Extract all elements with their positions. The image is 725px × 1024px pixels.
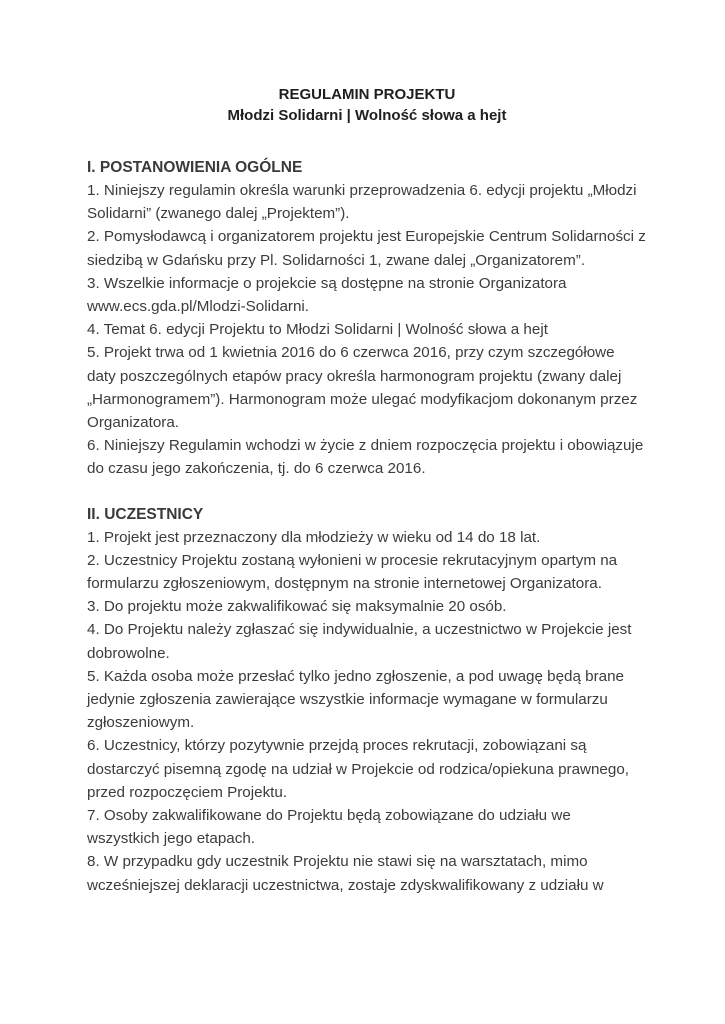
paragraph: 7. Osoby zakwalifikowane do Projektu będą zobowiązane do udziału we wszystkich jego etapach. [87, 807, 571, 848]
document-title: REGULAMIN PROJEKTU [278, 86, 456, 103]
paragraph: 6. Niniejszy Regulamin wchodzi w życie z dniem rozpoczęcia projektu i obowiązuje do czasu jego zakończenia, tj. do 6 czerwca 2016. [87, 437, 644, 478]
section-postanowienia-ogolne [87, 156, 647, 481]
document-page [87, 84, 647, 919]
section-heading: I. POSTANOWIENIA OGÓLNE [87, 159, 303, 176]
paragraph: 8. W przypadku gdy uczestnik Projektu nie stawi się na warsztatach, mimo wcześniejszej deklaracji uczestnictwa, zostaje zdyskwalifikowany z udziału w [87, 853, 604, 894]
paragraph: 6. Uczestnicy, którzy pozytywnie przejdą proces rekrutacji, zobowiązani są dostarczyć pisemną zgodę na udział w Projekcie od rodzica/opiekuna prawnego, przed rozpoczęciem Projektu. [87, 737, 629, 801]
paragraph: 5. Każda osoba może przesłać tylko jedno zgłoszenie, a pod uwagę będą brane jedynie zgłoszenia zawierające wszystkie informacje wymagane w formularzu zgłoszeniowym. [87, 667, 624, 732]
paragraph: 1. Projekt jest przeznaczony dla młodzieży w wieku od 14 do 18 lat. [87, 528, 541, 546]
document-header [87, 84, 647, 126]
paragraph: 1. Niniejszy regulamin określa warunki przeprowadzenia 6. edycji projektu „Młodzi Solidarni” (zwanego dalej „Projektem”). [87, 182, 637, 223]
paragraph: 2. Pomysłodawcą i organizatorem projektu jest Europejskie Centrum Solidarności z siedzibą w Gdańsku przy Pl. Solidarności 1, zwane dalej „Organizatorem”. [87, 228, 646, 269]
section-uczestnicy [87, 503, 647, 897]
paragraph: 3. Do projektu może zakwalifikować się maksymalnie 20 osób. [87, 598, 507, 616]
paragraph: 4. Do Projektu należy zgłaszać się indywidualnie, a uczestnictwo w Projekcie jest dobrowolne. [87, 621, 632, 662]
paragraph: 5. Projekt trwa od 1 kwietnia 2016 do 6 czerwca 2016, przy czym szczegółowe daty poszczególnych etapów pracy określa harmonogram projektu (zwany dalej „Harmonogramem”). Harmonogram może ulegać modyfikacjom dokonanym przez Organizatora. [87, 344, 638, 432]
paragraph: 2. Uczestnicy Projektu zostaną wyłonieni w procesie rekrutacyjnym opartym na formularzu zgłoszeniowym, dostępnym na stronie internetowej Organizatora. [87, 551, 618, 593]
paragraph: 3. Wszelkie informacje o projekcie są dostępne na stronie Organizatora www.ecs.gda.pl/Mlodzi-Solidarni. [87, 274, 567, 316]
document-subtitle: Młodzi Solidarni | Wolność słowa a hejt [227, 107, 507, 124]
section-heading: II. UCZESTNICY [87, 505, 204, 523]
paragraph: 4. Temat 6. edycji Projektu to Młodzi Solidarni | Wolność słowa a hejt [87, 321, 548, 339]
